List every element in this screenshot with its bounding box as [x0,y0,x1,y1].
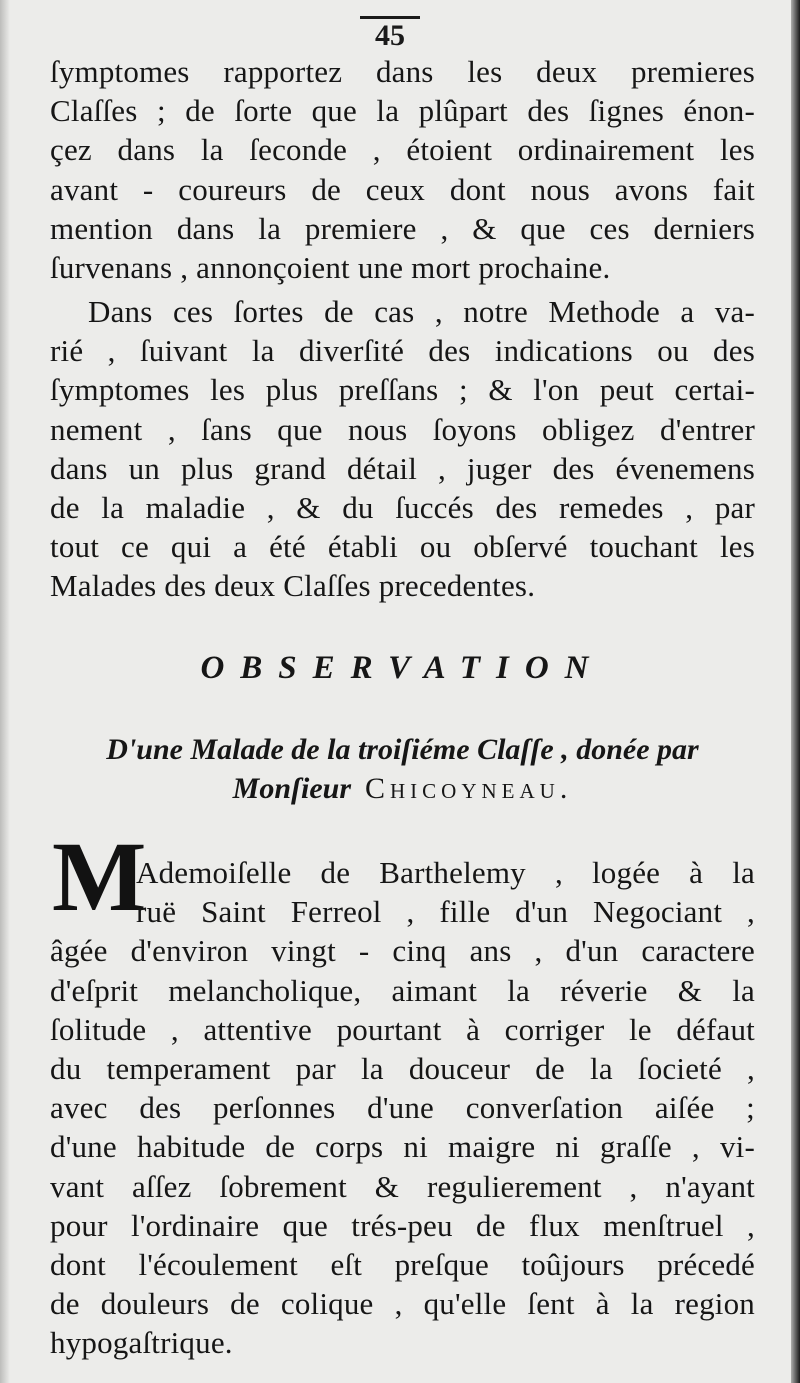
paragraph-2 [50,292,755,606]
text-line: d'une habitude de corps ni maigre ni graſſe , vi- [50,1129,755,1165]
section-heading: OBSERVATION [200,650,605,686]
text-line: çez dans la ſeconde , étoient ordinairement les [50,132,755,168]
subheading-line-2 [50,772,755,806]
text-line: vant aſſez ſobrement & regulierement , n'ayant [50,1168,755,1204]
text-line: avec des perſonnes d'une converſation aiſée ; [50,1090,755,1126]
page-number: 45 [360,16,420,51]
text-line: de douleurs de colique , qu'elle ſent à la region [50,1286,755,1322]
text-line: ſolitude , attentive pourtant à corriger le défaut [50,1011,755,1047]
text-line: Claſſes ; de ſorte que la plûpart des ſignes énon- [50,93,755,129]
text-line: âgée d'environ vingt - cinq ans , d'un caractere [50,933,755,969]
text-line: Dans ces ſortes de cas , notre Methode a va- [88,294,755,329]
text-line: ſymptomes rapportez dans les deux premieres [50,54,755,89]
paragraph-3 [50,853,755,1363]
text-line: rié , ſuivant la diverſité des indications ou des [50,333,755,369]
text-line: avant - coureurs de ceux dont nous avons fait [50,171,755,207]
physician-name: Chicoyneau. [365,772,573,805]
text-line: ruë Saint Ferreol , fille d'un Negociant , [136,894,755,930]
text-line: Malades des deux Claſſes precedentes. [50,568,536,604]
text-line: hypogaſtrique. [50,1325,233,1361]
drop-cap-letter: M [52,821,147,932]
text-line: du temperament par la douceur de la ſocieté , [50,1051,755,1087]
text-line: tout ce qui a été établi ou obſervé touchant les [50,529,755,565]
paragraph-1 [50,52,755,287]
text-line: d'eſprit melancholique, aimant la réverie & la [50,972,755,1008]
text-line: dans un plus grand détail , juger des évenemens [50,450,755,486]
text-line: ſymptomes les plus preſſans ; & l'on peut certai- [50,372,755,408]
subheading-line-1: D'une Malade de la troiſiéme Claſſe , donée par [106,733,699,766]
text-line: ſurvenans , annonçoient une mort prochaine. [50,250,611,286]
text-line: pour l'ordinaire que trés-peu de flux menſtruel , [50,1207,755,1243]
subheading-title: Monſieur [232,772,351,805]
text-line: mention dans la premiere , & que ces derniers [50,210,755,246]
text-line: dont l'écoulement eſt preſque toûjours précedé [50,1247,755,1283]
text-line: de la maladie , & du ſuccés des remedes , par [50,490,755,526]
text-line: Ademoiſelle de Barthelemy , logée à la [136,855,755,890]
text-line: nement , ſans que nous ſoyons obligez d'entrer [50,411,755,447]
